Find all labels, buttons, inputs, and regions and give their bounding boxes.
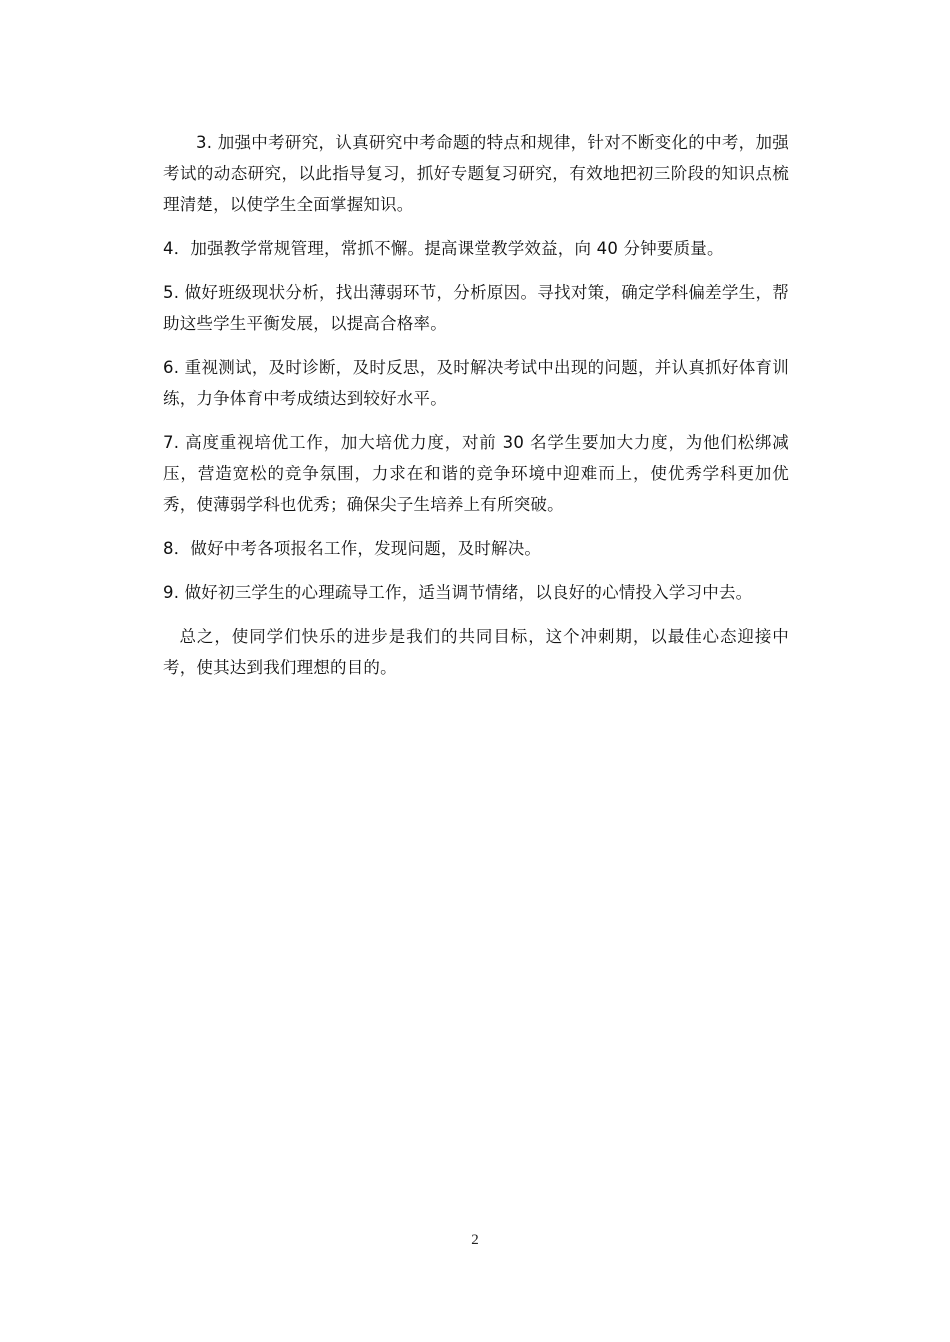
paragraph-item-3: 3. 加强中考研究，认真研究中考命题的特点和规律，针对不断变化的中考，加强考试的动态研究，以此指导复习，抓好专题复习研究，有效地把初三阶段的知识点梳理清楚，以使学生全面掌握知识。 [163, 133, 789, 214]
paragraph-item-6: 6. 重视测试，及时诊断，及时反思，及时解决考试中出现的问题，并认真抓好体育训练，力争体育中考成绩达到较好水平。 [163, 358, 789, 408]
paragraph-item-8: 8．做好中考各项报名工作，发现问题，及时解决。 [163, 539, 542, 558]
paragraph-item-4: 4．加强教学常规管理，常抓不懈。提高课堂教学效益，向 40 分钟要质量。 [163, 239, 724, 258]
paragraph-item-5: 5. 做好班级现状分析，找出薄弱环节，分析原因。寻找对策，确定学科偏差学生，帮助这些学生平衡发展，以提高合格率。 [163, 283, 789, 333]
paragraph-item-9: 9. 做好初三学生的心理疏导工作，适当调节情绪，以良好的心情投入学习中去。 [163, 583, 753, 602]
document-body [163, 127, 789, 696]
summary-paragraph: 总之，使同学们快乐的进步是我们的共同目标，这个冲刺期，以最佳心态迎接中考，使其达到我们理想的目的。 [163, 627, 789, 677]
page-number: 2 [471, 1232, 479, 1248]
paragraph-item-7: 7. 高度重视培优工作，加大培优力度，对前 30 名学生要加大力度，为他们松绑减压，营造宽松的竞争氛围，力求在和谐的竞争环境中迎难而上，使优秀学科更加优秀，使薄弱学科也优秀；确保尖子生培养上有所突破。 [163, 433, 789, 514]
